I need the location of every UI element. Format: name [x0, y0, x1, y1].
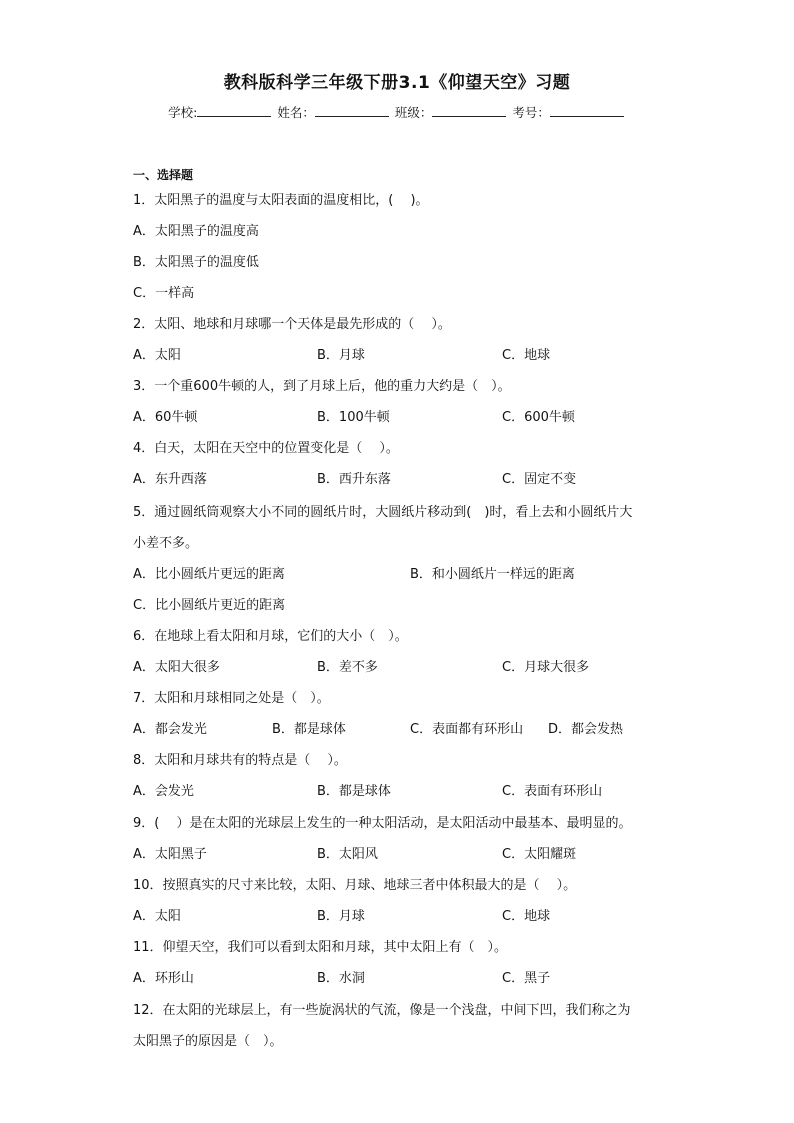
q1-option-a[interactable]: A．太阳黑子的温度高	[133, 224, 259, 239]
question-11: 11．仰望天空，我们可以看到太阳和月球，其中太阳上有（ ）。	[133, 940, 508, 955]
q6-option-a[interactable]: A．太阳大很多	[133, 660, 220, 675]
q2-option-c[interactable]: C．地球	[502, 348, 551, 363]
q5-option-c[interactable]: C．比小圆纸片更近的距离	[133, 598, 286, 613]
question-10: 10．按照真实的尺寸来比较，太阳、月球、地球三者中体积最大的是（ ）。	[133, 878, 577, 893]
q3-option-a[interactable]: A．60牛顿	[133, 410, 198, 425]
q7-option-a[interactable]: A．都会发光	[133, 722, 207, 737]
question-1: 1．太阳黑子的温度与太阳表面的温度相比，( )。	[133, 193, 429, 208]
exam-number-label: 考号：	[512, 105, 550, 120]
question-12: 12．在太阳的光球层上，有一些旋涡状的气流，像是一个浅盘，中间下凹，我们称之为	[133, 1003, 631, 1018]
q4-option-c[interactable]: C．固定不变	[502, 472, 577, 487]
q10-option-c[interactable]: C．地球	[502, 909, 551, 924]
q8-option-a[interactable]: A．会发光	[133, 784, 194, 799]
q1-option-c[interactable]: C．一样高	[133, 286, 195, 301]
q6-option-c[interactable]: C．月球大很多	[502, 660, 590, 675]
exam-number-blank[interactable]	[550, 104, 624, 117]
q5-option-a[interactable]: A．比小圆纸片更远的距离	[133, 567, 285, 582]
q11-option-a[interactable]: A．环形山	[133, 971, 194, 986]
question-2: 2．太阳、地球和月球哪一个天体是最先形成的（ ）。	[133, 317, 451, 332]
question-9: 9．( ）是在太阳的光球层上发生的一种太阳活动，是太阳活动中最基本、最明显的。	[133, 816, 632, 831]
page-title: 教科版科学三年级下册3.1《仰望天空》习题	[223, 73, 571, 93]
q1-option-b[interactable]: B．太阳黑子的温度低	[133, 255, 259, 270]
q4-option-b[interactable]: B．西升东落	[317, 472, 391, 487]
q11-option-b[interactable]: B．水洞	[317, 971, 365, 986]
question-3: 3．一个重600牛顿的人，到了月球上后，他的重力大约是（ ）。	[133, 379, 511, 394]
q7-option-c[interactable]: C．表面都有环形山	[410, 722, 524, 737]
question-5: 5．通过圆纸筒观察大小不同的圆纸片时，大圆纸片移动到( )时，看上去和小圆纸片大	[133, 505, 633, 520]
q6-option-b[interactable]: B．差不多	[317, 660, 378, 675]
q5-option-b[interactable]: B．和小圆纸片一样远的距离	[410, 567, 575, 582]
class-label: 班级：	[394, 105, 433, 120]
q4-option-a[interactable]: A．东升西落	[133, 472, 207, 487]
question-7: 7．太阳和月球相同之处是（ ）。	[133, 691, 330, 706]
q10-option-a[interactable]: A．太阳	[133, 909, 181, 924]
school-label: 学校:	[168, 105, 198, 120]
q8-option-c[interactable]: C．表面有环形山	[502, 784, 603, 799]
name-label: 姓名：	[277, 105, 315, 120]
question-4: 4．白天，太阳在天空中的位置变化是（ ）。	[133, 441, 399, 456]
q2-option-a[interactable]: A．太阳	[133, 348, 181, 363]
q9-option-a[interactable]: A．太阳黑子	[133, 847, 207, 862]
q7-option-d[interactable]: D．都会发热	[548, 722, 624, 737]
q2-option-b[interactable]: B．月球	[317, 348, 365, 363]
student-info-line	[0, 103, 794, 121]
question-5-continued: 小差不多。	[133, 536, 199, 551]
q8-option-b[interactable]: B．都是球体	[317, 784, 391, 799]
q3-option-b[interactable]: B．100牛顿	[317, 410, 390, 425]
question-6: 6．在地球上看太阳和月球，它们的大小（ ）。	[133, 629, 408, 644]
class-blank[interactable]	[432, 104, 506, 117]
school-blank[interactable]	[197, 104, 271, 117]
q11-option-c[interactable]: C．黑子	[502, 971, 551, 986]
q7-option-b[interactable]: B．都是球体	[272, 722, 346, 737]
q9-option-b[interactable]: B．太阳风	[317, 847, 378, 862]
question-12-continued: 太阳黑子的原因是（ ）。	[133, 1034, 283, 1049]
question-8: 8．太阳和月球共有的特点是（ ）。	[133, 753, 347, 768]
q3-option-c[interactable]: C．600牛顿	[502, 410, 575, 425]
name-blank[interactable]	[315, 104, 389, 117]
q9-option-c[interactable]: C．太阳耀斑	[502, 847, 577, 862]
q10-option-b[interactable]: B．月球	[317, 909, 365, 924]
section-title: 一、选择题	[133, 168, 194, 182]
